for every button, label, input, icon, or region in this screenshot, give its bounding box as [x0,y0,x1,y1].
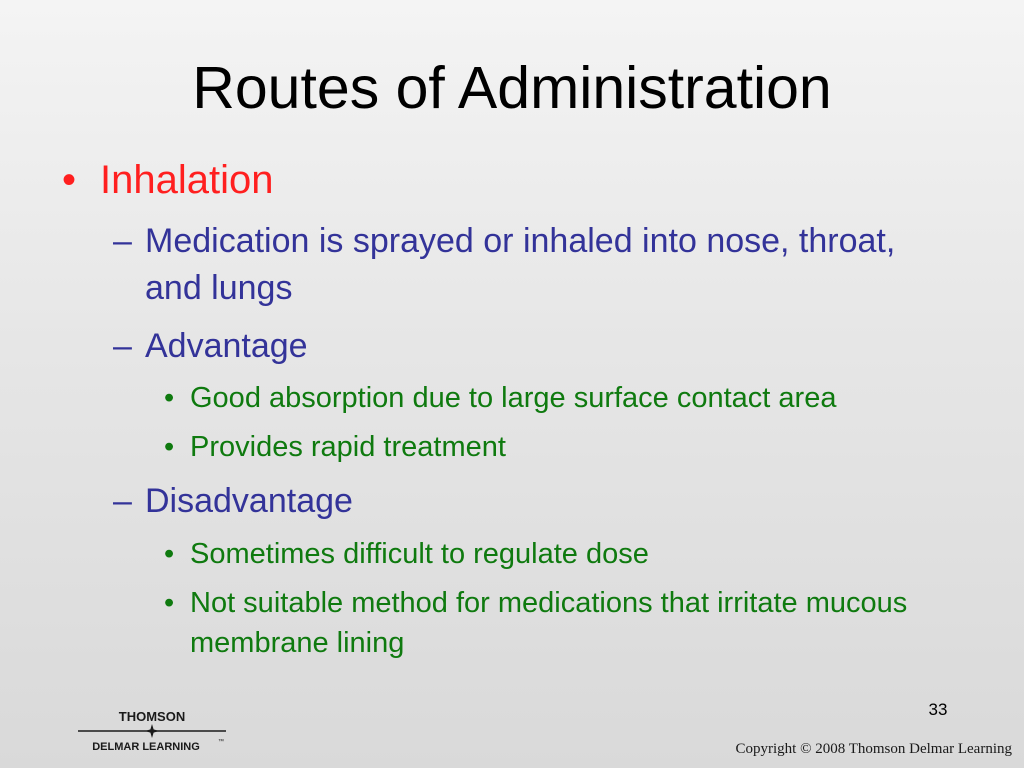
logo-line2: DELMAR LEARNING [92,741,200,753]
disadvantage-item-text: Not suitable method for medications that irritate mucous membrane lining [190,587,908,659]
logo-line1: THOMSON [118,709,186,724]
dash-mark: – [113,482,132,520]
page-number: 33 [928,700,948,719]
bullet-mark: • [164,382,175,414]
advantage-item-text: Good absorption due to large surface contact area [190,382,837,414]
advantage-heading: Advantage [145,327,308,365]
thomson-delmar-logo [72,708,232,756]
slide-title: Routes of Administration [192,55,832,121]
bullet-inhalation-text: Inhalation [100,158,274,202]
bullet-mark: • [164,587,175,619]
dash-mark: – [113,327,132,365]
advantage-item-text: Provides rapid treatment [190,431,506,463]
star-icon [145,724,159,738]
copyright-notice: Copyright © 2008 Thomson Delmar Learning [735,741,1012,757]
description-text: Medication is sprayed or inhaled into nose, throat, and lungs [145,222,896,307]
bullet-mark: • [164,431,175,463]
bullet-mark: • [164,538,175,570]
dash-mark: – [113,222,132,260]
disadvantage-item-text: Sometimes difficult to regulate dose [190,538,649,570]
bullet-mark: • [62,158,77,202]
disadvantage-heading: Disadvantage [145,482,353,520]
trademark-mark: ™ [218,739,224,745]
